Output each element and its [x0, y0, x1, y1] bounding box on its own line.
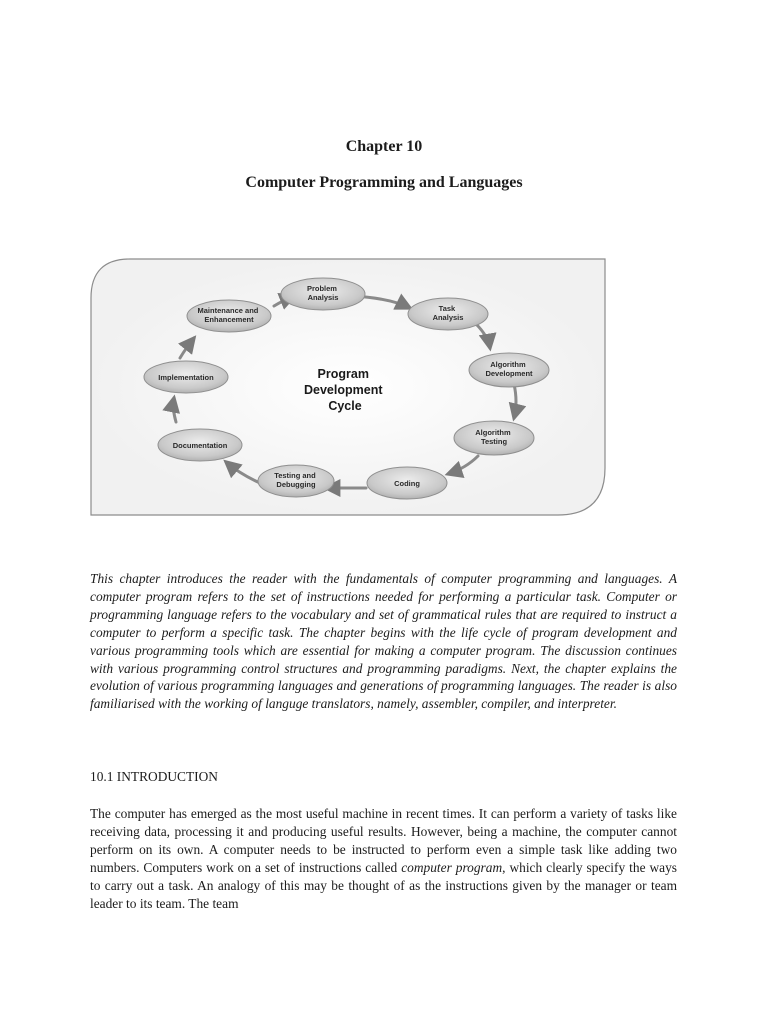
svg-text:Algorithm Development — [485, 360, 533, 378]
stage-task-analysis — [408, 298, 488, 330]
body-text-part: The computer has emerged as the most useful machine in recent times. It can perform a variety of tasks like receiving data, processing it and producing useful results. However, being a machine, the computer cannot perform on its own. A computer needs to be instructed to perform even a simple task like adding two numbers. Computers work on a set of instructions called — [90, 806, 677, 875]
program-development-cycle-figure — [90, 258, 606, 516]
stage-label: Problem — [306, 284, 337, 293]
chapter-number: Chapter 10 — [345, 138, 423, 155]
emphasized-term: computer program — [401, 859, 503, 875]
stage-label: Coding — [394, 479, 420, 488]
svg-text:Implementation — [158, 373, 214, 382]
stage-algorithm-testing — [454, 421, 534, 455]
stage-maintenance-and-enhancement — [187, 300, 271, 332]
stage-label: Testing and — [274, 471, 316, 480]
stage-label: Testing — [480, 437, 508, 446]
stage-label: Implementation — [158, 373, 214, 382]
center-line-2: Development — [304, 383, 383, 397]
stage-label: Documentation — [172, 441, 228, 450]
stage-label: Enhancement — [204, 315, 254, 324]
stage-implementation — [144, 361, 228, 393]
svg-text:Maintenance and Enhanc — [198, 306, 261, 324]
svg-text:Coding — [394, 479, 420, 488]
svg-text:Documentation — [173, 441, 228, 450]
stage-label: Task — [438, 304, 456, 313]
chapter-title: Computer Programming and Languages — [245, 174, 523, 191]
center-line-3: Cycle — [328, 399, 362, 413]
stage-testing-and-debugging — [258, 465, 334, 497]
stage-algorithm-development — [469, 353, 549, 387]
stage-coding — [367, 467, 447, 499]
stage-label: Algorithm — [475, 428, 511, 437]
chapter-abstract: This chapter introduces the reader with the fundamentals of computer programming and languages. A computer program refers to the set of instructions needed for performing a particular task. Computer or programming language refers to the vocabulary and set of grammatical rules that are required to instruct a computer to perform a specific task. The chapter begins with the life cycle of program development and various programming tools which are essential for making a computer program. The discussion continues with various programming control structures and programming paradigms. Next, the chapter explains the evolution of various programming languages and generations of programming languages. The reader is also familiarised with the working of languge translators, namely, assembler, compiler, and interpreter. — [90, 571, 677, 712]
svg-text:Testing and Debugging — [274, 471, 318, 489]
stage-documentation — [158, 429, 242, 461]
stage-label: Maintenance and — [197, 306, 259, 315]
stage-label: Debugging — [276, 480, 316, 489]
section-body — [90, 805, 677, 912]
stage-label: Analysis — [432, 313, 464, 322]
center-line-1: Program — [317, 367, 369, 381]
stage-problem-analysis — [281, 278, 365, 310]
section-heading: 10.1 INTRODUCTION — [90, 769, 218, 784]
svg-text:Problem Analysis — [307, 284, 339, 302]
stage-label: Analysis — [307, 293, 339, 302]
body-text-part: , which clearly specify the ways to carry out a task. An analogy of this may be thought of as the instructions given by the manager or team leader to its team. The team — [90, 859, 677, 911]
stage-label: Development — [485, 369, 533, 378]
stage-label: Algorithm — [490, 360, 526, 369]
